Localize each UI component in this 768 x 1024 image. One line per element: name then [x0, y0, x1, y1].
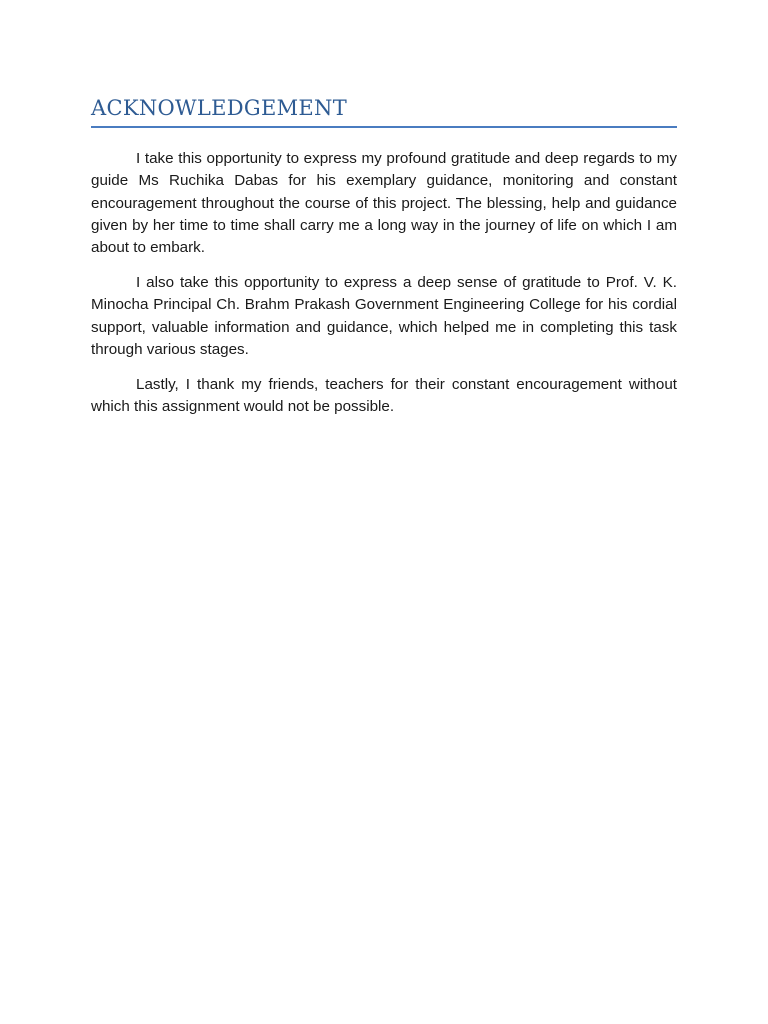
paragraph-gratitude-principal: I also take this opportunity to express a deep sense of gratitude to Prof. V. K. Minocha Principal Ch. Brahm Prakash Government Engineering College for his cordial support, valuable information and guidance, which helped me in completing this task through various stages. [91, 273, 677, 358]
paragraph-gratitude-guide: I take this opportunity to express my profound gratitude and deep regards to my guide Ms Ruchika Dabas for his exemplary guidance, monitoring and constant encouragement throughout the course of this project. The blessing, help and guidance given by her time to time shall carry me a long way in the journey of life on which I am about to embark. [91, 150, 677, 257]
page-title: ACKNOWLEDGEMENT [91, 96, 348, 120]
heading-underline [91, 126, 677, 128]
page-content [91, 94, 677, 431]
paragraph-thanks-friends: Lastly, I thank my friends, teachers for their constant encouragement without which this assignment would not be possible. [91, 375, 677, 415]
